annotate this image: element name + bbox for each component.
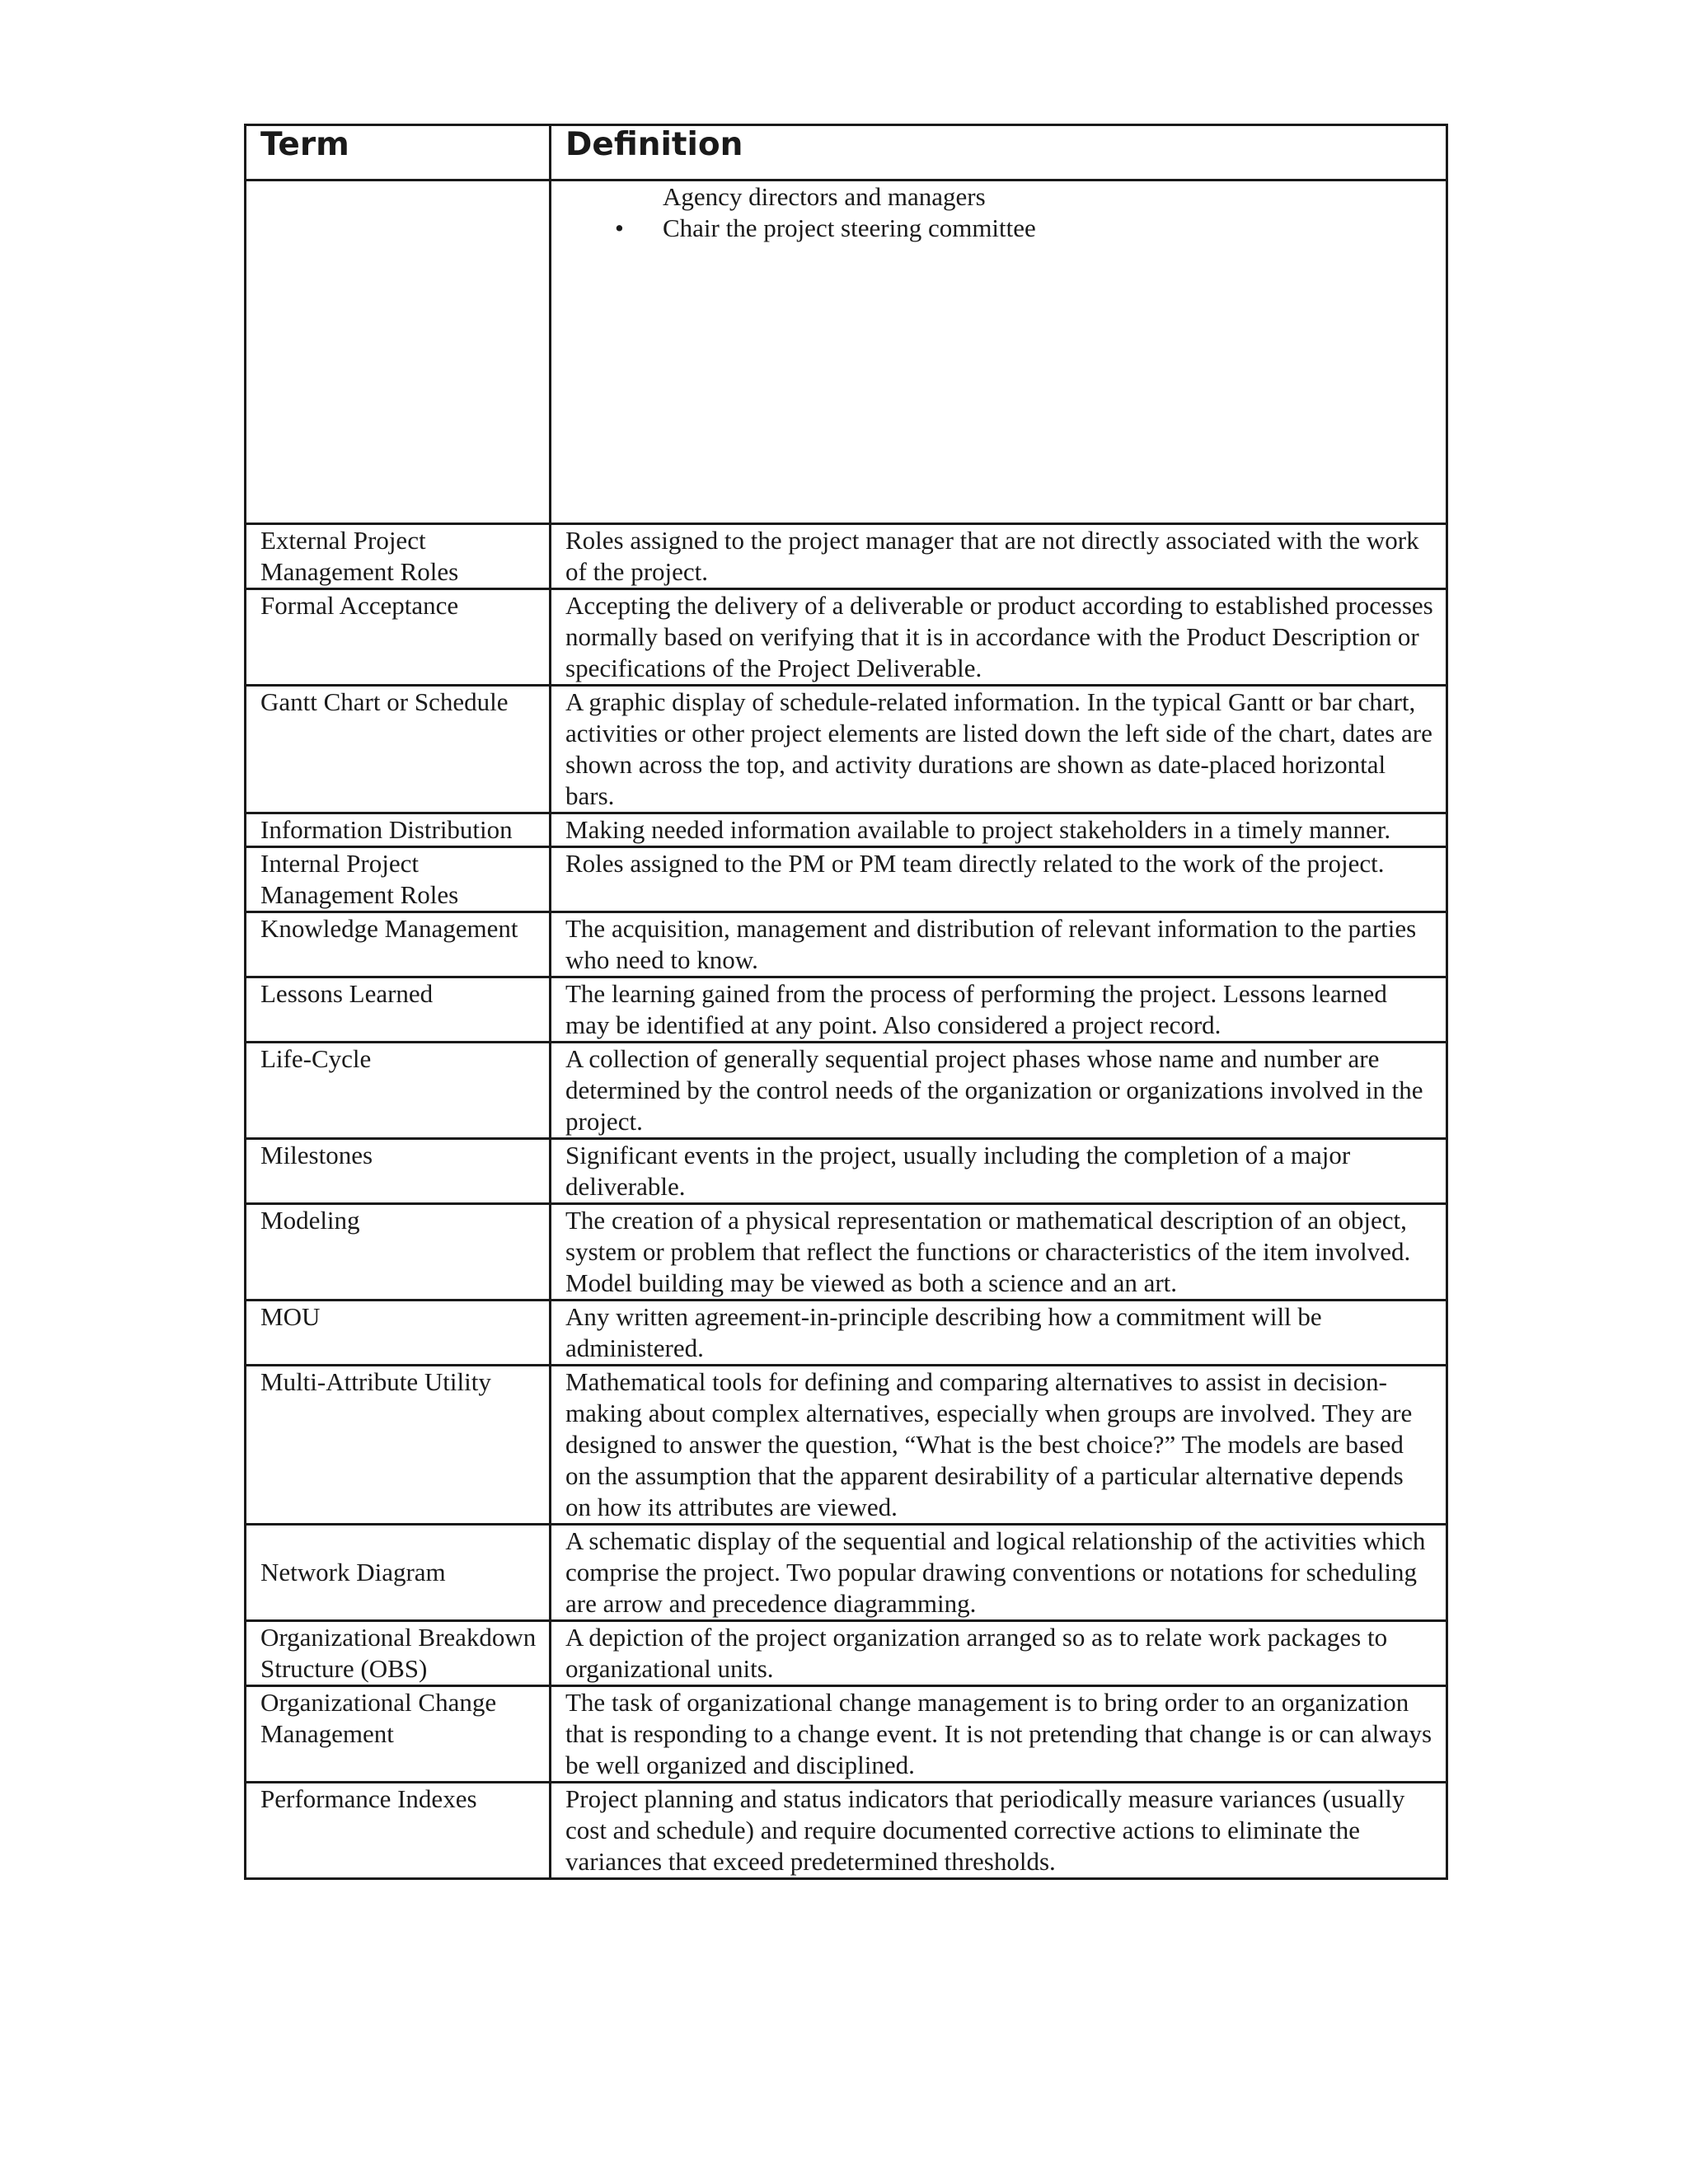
table-row bbox=[246, 1525, 1447, 1621]
table-row bbox=[246, 1783, 1447, 1879]
term-cell: Multi-Attribute Utility bbox=[246, 1366, 551, 1525]
definition-cell: The acquisition, management and distribution of relevant information to the parties who need to know. bbox=[551, 912, 1447, 977]
table-header-row bbox=[246, 125, 1447, 180]
definition-cell: A collection of generally sequential project phases whose name and number are determined by the control needs of the organization or organizations involved in the project. bbox=[551, 1043, 1447, 1139]
table-row bbox=[246, 813, 1447, 847]
definition-cell: A depiction of the project organization arranged so as to relate work packages to organizational units. bbox=[551, 1621, 1447, 1686]
term-cell: MOU bbox=[246, 1301, 551, 1366]
continuation-line: Agency directors and managers bbox=[663, 182, 986, 211]
definition-cell: Roles assigned to the PM or PM team directly related to the work of the project. bbox=[551, 847, 1447, 912]
term-cell: Organizational Change Management bbox=[246, 1686, 551, 1783]
table-row bbox=[246, 524, 1447, 589]
term-cell: Internal Project Management Roles bbox=[246, 847, 551, 912]
definition-cell: Significant events in the project, usually including the completion of a major deliverable. bbox=[551, 1139, 1447, 1204]
definition-cell: A schematic display of the sequential and logical relationship of the activities which comprise the project. Two popular drawing conventions or notations for scheduling are arrow and precedence diagramming. bbox=[551, 1525, 1447, 1621]
term-column-header: Term bbox=[246, 125, 551, 180]
term-cell: Performance Indexes bbox=[246, 1783, 551, 1879]
definition-cell: The task of organizational change management is to bring order to an organization that is responding to a change event. It is not pretending that change is or can always be well organized and disciplined. bbox=[551, 1686, 1447, 1783]
table-row bbox=[246, 847, 1447, 912]
bullet-text: Chair the project steering committee bbox=[663, 213, 1036, 242]
term-cell-empty bbox=[246, 180, 551, 524]
table-row bbox=[246, 686, 1447, 813]
definition-cell: Roles assigned to the project manager that are not directly associated with the work of the project. bbox=[551, 524, 1447, 589]
table-row bbox=[246, 912, 1447, 977]
table-row bbox=[246, 1621, 1447, 1686]
table-row bbox=[246, 1301, 1447, 1366]
term-cell: Organizational Breakdown Structure (OBS) bbox=[246, 1621, 551, 1686]
definition-cell: Project planning and status indicators that periodically measure variances (usually cost and schedule) and require documented corrective actions to eliminate the variances that exceed predetermined thresholds. bbox=[551, 1783, 1447, 1879]
term-cell: Lessons Learned bbox=[246, 977, 551, 1043]
term-cell: Knowledge Management bbox=[246, 912, 551, 977]
term-cell: Modeling bbox=[246, 1204, 551, 1301]
term-cell: External Project Management Roles bbox=[246, 524, 551, 589]
table-row bbox=[246, 1139, 1447, 1204]
definition-cell: Any written agreement-in-principle describing how a commitment will be administered. bbox=[551, 1301, 1447, 1366]
glossary-table bbox=[244, 124, 1448, 1880]
table-row-continuation bbox=[246, 180, 1447, 524]
table-row bbox=[246, 1686, 1447, 1783]
bullet-item bbox=[565, 213, 1433, 244]
term-cell: Network Diagram bbox=[246, 1525, 551, 1621]
definition-column-header: Definition bbox=[551, 125, 1447, 180]
table-row bbox=[246, 1366, 1447, 1525]
table-row bbox=[246, 1043, 1447, 1139]
definition-cell: Mathematical tools for defining and comparing alternatives to assist in decision-making about complex alternatives, especially when groups are involved. They are designed to answer the question, “What is the best choice?” The models are based on the assumption that the apparent desirability of a particular alternative depends on how its attributes are viewed. bbox=[551, 1366, 1447, 1525]
table-row bbox=[246, 1204, 1447, 1301]
term-cell: Life-Cycle bbox=[246, 1043, 551, 1139]
definition-cell: A graphic display of schedule-related information. In the typical Gantt or bar chart, activities or other project elements are listed down the left side of the chart, dates are shown across the top, and activity durations are shown as date-placed horizontal bars. bbox=[551, 686, 1447, 813]
definition-cell: Making needed information available to project stakeholders in a timely manner. bbox=[551, 813, 1447, 847]
term-cell: Formal Acceptance bbox=[246, 589, 551, 686]
term-cell: Milestones bbox=[246, 1139, 551, 1204]
term-cell: Gantt Chart or Schedule bbox=[246, 686, 551, 813]
definition-cell: Accepting the delivery of a deliverable or product according to established processes normally based on verifying that it is in accordance with the Product Description or specifications of the Project Deliverable. bbox=[551, 589, 1447, 686]
definition-cell-continuation bbox=[551, 180, 1447, 524]
bullet-icon: • bbox=[615, 213, 624, 242]
table-row bbox=[246, 589, 1447, 686]
term-cell: Information Distribution bbox=[246, 813, 551, 847]
definition-cell: The creation of a physical representation or mathematical description of an object, system or problem that reflect the functions or characteristics of the item involved. Model building may be viewed as both a science and an art. bbox=[551, 1204, 1447, 1301]
definition-cell: The learning gained from the process of performing the project. Lessons learned may be identified at any point. Also considered a project record. bbox=[551, 977, 1447, 1043]
table-row bbox=[246, 977, 1447, 1043]
